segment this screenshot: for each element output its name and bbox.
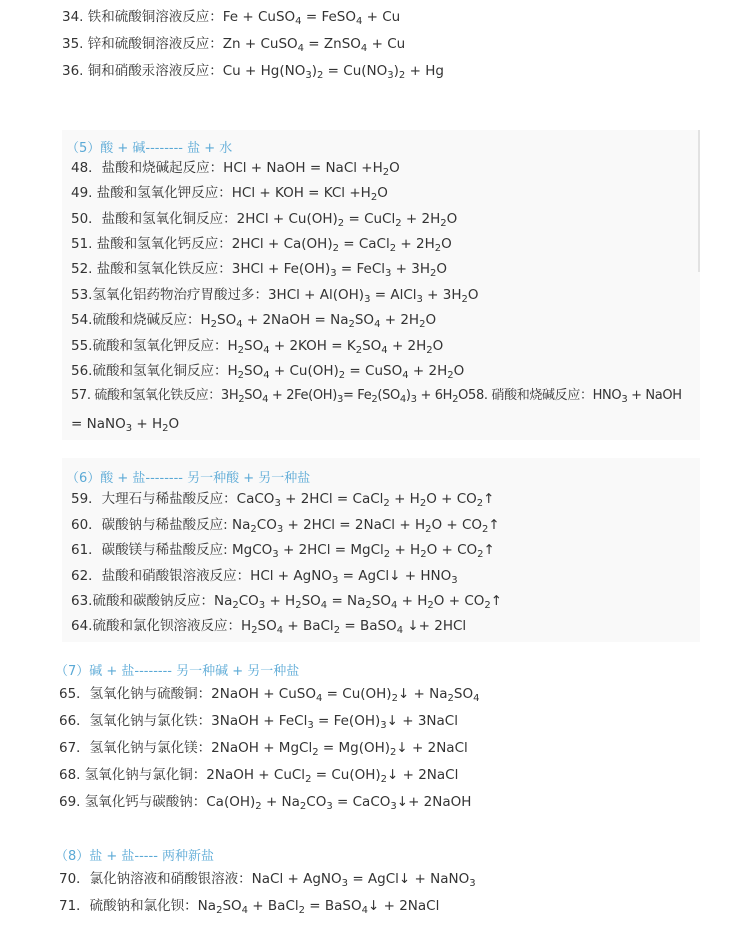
equation-59: 59．大理石与稀盐酸反应：CaCO$_3$ + 2HCl = CaCl$_2$ + $H_2O$ + $CO_2↑$ — [71, 491, 495, 509]
equation-58-continued: = NaNO$_3$ + $H_2O$ — [71, 416, 180, 434]
equation-55: 55.硫酸和氢氧化钾反应：$H_2SO_4 + 2KOH = K_2SO_4 + 2H_2O$ — [71, 338, 444, 356]
equation-65: 65．氢氧化钠与硫酸铜：2NaOH + CuSO$_4$ = $Cu(OH)_2↓ + Na_2SO_4$ — [59, 686, 480, 704]
equation-57-58: 57. 硫酸和氢氧化铁反应：$3H_2SO_4 + 2Fe(OH)_3= Fe_2(SO_4)_3 + 6H_2O58$. 硝酸和烧碱反应：$HNO_3$ + NaOH — [71, 388, 682, 405]
equation-71: 71．硫酸钠和氯化钡：$Na_2SO_4$ + BaCl$_2$ = BaSO$_4$↓ + 2NaCl — [59, 898, 440, 916]
equation-60: 60．碳酸钠与稀盐酸反应: $Na_2CO_3 + 2HCl$ = 2NaCl + $H_2O$ + $CO_2↑$ — [71, 517, 500, 535]
section-8-heading: （8）盐 + 盐----- 两种新盐 — [55, 849, 215, 864]
equation-67: 67．氢氧化钠与氯化镁：2NaOH + MgCl$_2$ = $Mg(OH)_2↓$ + 2NaCl — [59, 740, 468, 758]
equation-70: 70．氯化钠溶液和硝酸银溶液：NaCl + AgNO$_3$ = AgCl↓ + NaNO$_3$ — [59, 871, 476, 889]
equation-53: 53.氢氧化铝药物治疗胃酸过多：$3HCl + Al(OH)_3$ = AlCl$_3$ + $3H_2O$ — [71, 287, 479, 305]
equation-50: 50．盐酸和氢氧化铜反应：$2HCl + Cu(OH)_2$ = CuCl$_2$ + $2H_2O$ — [71, 211, 458, 229]
equation-69: 69. 氢氧化钙与碳酸钠：$Ca(OH)_2 + Na_2CO_3$ = CaCO$_3$↓+ 2NaOH — [59, 794, 472, 812]
equation-51: 51. 盐酸和氢氧化钙反应：$2HCl + Ca(OH)_2$ = CaCl$_2$ + $2H_2O$ — [71, 236, 452, 254]
equation-52: 52. 盐酸和氢氧化铁反应：$3HCl + Fe(OH)_3$ = FeCl$_3$ + $3H_2O$ — [71, 261, 448, 279]
equation-56: 56.硫酸和氢氧化铜反应：$H_2SO_4 + Cu(OH)_2$ = CuSO$_4$ + $2H_2O$ — [71, 363, 465, 381]
equation-66: 66．氢氧化钠与氯化铁：3NaOH + FeCl$_3$ = $Fe(OH)_3↓$ + 3NaCl — [59, 713, 458, 731]
equation-48: 48．盐酸和烧碱起反应：HCl + NaOH = NaCl $+H_2O$ — [71, 160, 400, 178]
equation-63: 63.硫酸和碳酸钠反应：$Na_2CO_3 + H_2SO_4 = Na_2SO_4 + H_2O$ + $CO_2↑$ — [71, 593, 503, 611]
equation-61: 61．碳酸镁与稀盐酸反应: MgCO$_3$ + 2HCl = MgCl$_2$ + $H_2O$ + $CO_2↑$ — [71, 542, 495, 560]
section-5-panel-edge — [698, 130, 700, 272]
section-6-heading: （6）酸 + 盐-------- 另一种酸 + 另一种盐 — [66, 471, 311, 486]
equation-35: 35. 锌和硫酸铜溶液反应：Zn + CuSO$_4$ = ZnSO$_4$ + Cu — [62, 36, 406, 54]
section-7-heading: （7）碱 + 盐-------- 另一种碱 + 另一种盐 — [55, 664, 300, 679]
equation-62: 62．盐酸和硝酸银溶液反应：HCl + AgNO$_3$ = AgCl↓ + $HNO_3$ — [71, 568, 458, 586]
equation-36: 36. 铜和硝酸汞溶液反应：$Cu + Hg(NO_3)_2 = Cu(NO_3)_2 + Hg$ — [62, 63, 444, 81]
equation-49: 49. 盐酸和氢氧化钾反应：HCl + KOH = KCl $+H_2O$ — [71, 185, 388, 203]
section-5-heading: （5）酸 + 碱-------- 盐 + 水 — [66, 141, 233, 156]
equation-54: 54.硫酸和烧碱反应：$H_2SO_4$ + 2NaOH = $Na_2SO_4 + 2H_2O$ — [71, 312, 437, 330]
equation-64: 64.硫酸和氯化钡溶液反应：$H_2SO_4$ + BaCl$_2$ = BaSO$_4$ ↓+ 2HCl — [71, 618, 467, 636]
equation-68: 68. 氢氧化钠与氯化铜：2NaOH + CuCl$_2$ = $Cu(OH)_2↓$ + 2NaCl — [59, 767, 459, 785]
equation-34: 34. 铁和硫酸铜溶液反应：Fe + CuSO$_4$ = FeSO$_4$ + Cu — [62, 9, 401, 27]
